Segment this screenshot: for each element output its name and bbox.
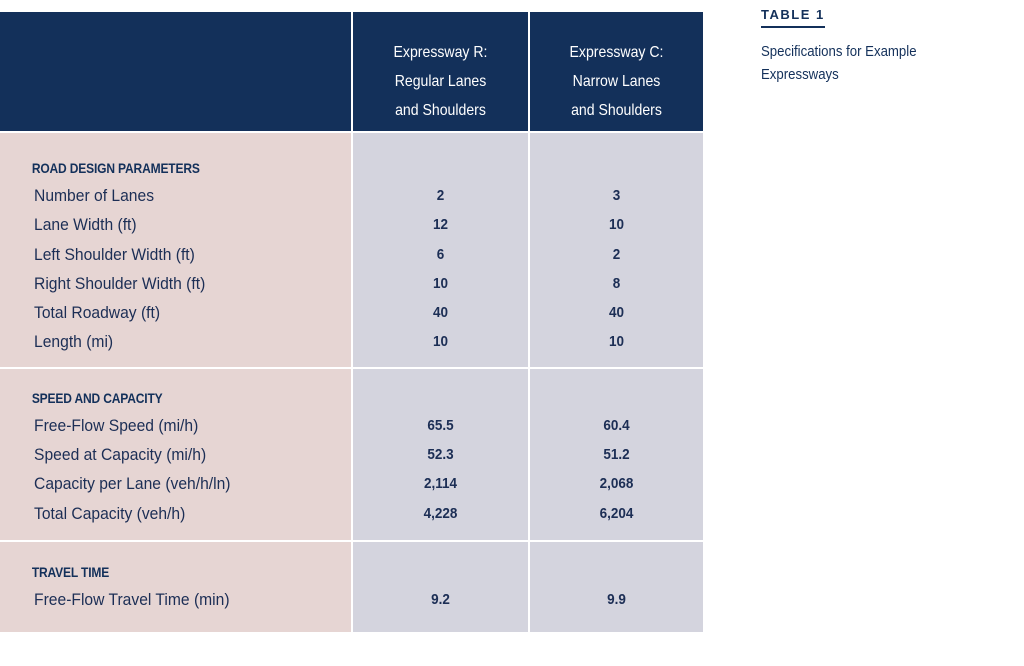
section-title: SPEED AND CAPACITY — [31, 389, 163, 406]
row-label: Total Roadway (ft) — [34, 303, 161, 323]
value-r: 10 — [432, 274, 449, 292]
row-label: Free-Flow Travel Time (min) — [34, 589, 230, 609]
header-r-line-1: Expressway R: — [393, 44, 488, 61]
table-header-row — [0, 12, 703, 131]
section-title: ROAD DESIGN PARAMETERS — [31, 160, 200, 176]
value-c: 6,204 — [599, 504, 634, 522]
value-r: 6 — [436, 245, 445, 263]
row-label: Right Shoulder Width (ft) — [34, 273, 206, 293]
header-c-line-1: Expressway C: — [569, 44, 664, 61]
value-c: 60.4 — [603, 416, 630, 434]
value-r: 40 — [432, 304, 449, 322]
value-r: 4,228 — [423, 504, 458, 522]
value-r: 9.2 — [431, 590, 450, 608]
header-expressway-r — [353, 12, 530, 131]
value-c: 8 — [612, 274, 621, 292]
row-label: Capacity per Lane (veh/h/ln) — [34, 474, 231, 494]
row-label: Number of Lanes — [34, 186, 155, 205]
section-travel-time — [0, 540, 703, 632]
row-label: Lane Width (ft) — [34, 215, 137, 235]
table-caption — [761, 6, 961, 86]
header-empty-cell — [0, 12, 353, 131]
spec-table — [0, 12, 703, 632]
header-c-line-2: Narrow Lanes — [572, 73, 661, 90]
table-number: TABLE 1 — [761, 7, 825, 28]
row-label: Total Capacity (veh/h) — [34, 503, 186, 523]
value-c: 10 — [608, 216, 625, 234]
row-label: Free-Flow Speed (mi/h) — [34, 415, 199, 435]
section-speed-capacity — [0, 367, 703, 540]
value-r: 12 — [432, 216, 449, 234]
value-c: 3 — [612, 187, 621, 204]
header-r-line-2: Regular Lanes — [394, 73, 487, 90]
value-c: 9.9 — [607, 590, 626, 608]
row-label: Length (mi) — [34, 332, 114, 352]
value-r: 52.3 — [427, 446, 454, 464]
value-r: 2 — [436, 187, 445, 204]
value-c: 51.2 — [603, 446, 630, 464]
value-c: 2,068 — [599, 475, 634, 493]
value-r: 10 — [432, 333, 449, 351]
section-title: TRAVEL TIME — [31, 563, 110, 580]
value-r: 65.5 — [427, 416, 454, 434]
section-road-design — [0, 131, 703, 367]
header-c-line-3: and Shoulders — [571, 102, 662, 119]
value-c: 10 — [608, 333, 625, 351]
value-c: 2 — [612, 245, 621, 263]
header-expressway-c — [530, 12, 703, 131]
table-description: Specifications for Example Expressways — [761, 43, 917, 83]
header-r-line-3: and Shoulders — [395, 102, 486, 119]
value-r: 2,114 — [423, 475, 458, 493]
row-label: Left Shoulder Width (ft) — [34, 244, 195, 264]
row-label: Speed at Capacity (mi/h) — [34, 445, 207, 465]
value-c: 40 — [608, 304, 625, 322]
